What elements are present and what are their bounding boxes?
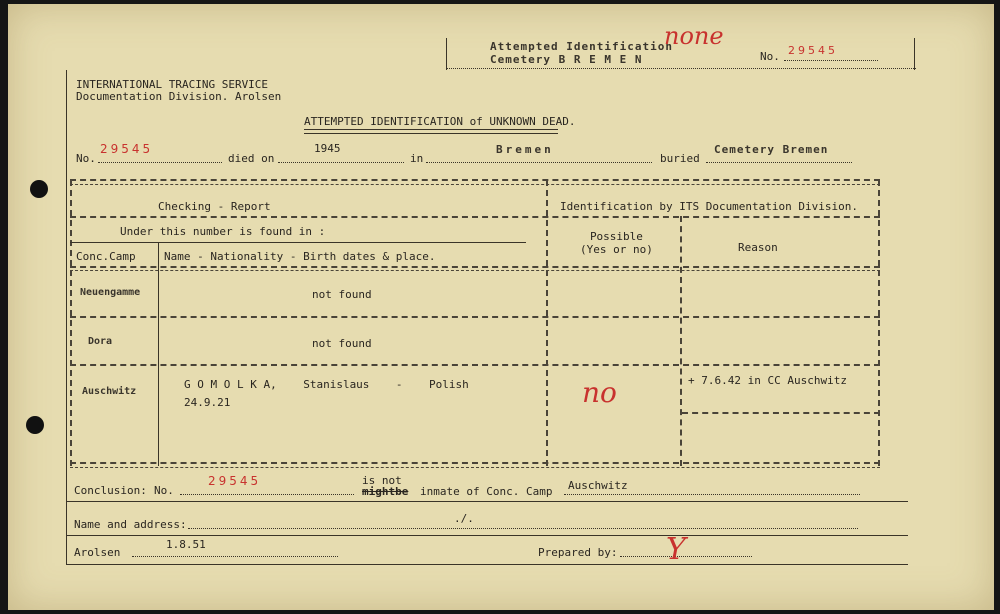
row2-camp: Dora bbox=[88, 336, 113, 347]
died-on-value: 1945 bbox=[314, 142, 341, 155]
conclusion-is-not: is not bbox=[362, 474, 402, 487]
table-middle-divider bbox=[546, 180, 548, 466]
handwritten-none: none bbox=[664, 22, 724, 50]
stamp-cemetery-bremen: Cemetery B R E M E N bbox=[490, 53, 643, 66]
prepared-by-label: Prepared by: bbox=[538, 546, 618, 559]
table-bottom-border bbox=[70, 462, 880, 464]
row2-name: not found bbox=[312, 337, 372, 350]
footer-date: 1.8.51 bbox=[166, 538, 206, 551]
record-card bbox=[8, 4, 994, 610]
org-line2: Documentation Division. Arolsen bbox=[76, 90, 282, 103]
identification-header: Identification by ITS Documentation Division. bbox=[560, 200, 859, 213]
row1-camp: Neuengamme bbox=[80, 287, 141, 298]
stamp-attempted-identification: Attempted Identification bbox=[490, 40, 673, 53]
name-address-label: Name and address: bbox=[74, 518, 187, 531]
buried-label: buried bbox=[660, 152, 700, 165]
col-reason: Reason bbox=[738, 241, 778, 254]
footer-place: Arolsen bbox=[74, 546, 121, 559]
checking-report-header: Checking - Report bbox=[158, 200, 271, 213]
in-value: Bremen bbox=[496, 143, 554, 156]
conclusion-camp: Auschwitz bbox=[568, 479, 628, 492]
conclusion-label: Conclusion: bbox=[74, 484, 147, 497]
conclusion-inmate-text: inmate of Conc. Camp bbox=[420, 485, 553, 498]
row3-name: G O M O L K A, Stanislaus - Polish bbox=[184, 378, 469, 391]
found-in-subheader: Under this number is found in : bbox=[120, 225, 326, 238]
died-on-label: died on bbox=[228, 152, 275, 165]
form-title: ATTEMPTED IDENTIFICATION of UNKNOWN DEAD. bbox=[304, 115, 576, 128]
punch-hole-top bbox=[30, 180, 48, 198]
row3-possible: no bbox=[582, 376, 617, 409]
prepared-by-signature: Y bbox=[666, 532, 686, 567]
record-no-value: 29545 bbox=[100, 142, 154, 156]
row1-name: not found bbox=[312, 288, 372, 301]
header-no-label: No. bbox=[760, 50, 780, 63]
col-conc-camp: Conc.Camp bbox=[76, 250, 136, 263]
left-margin-line bbox=[66, 70, 67, 564]
row3-reason: + 7.6.42 in CC Auschwitz bbox=[688, 374, 847, 387]
row3-birthdate: 24.9.21 bbox=[184, 396, 231, 409]
conclusion-struck: mightbe bbox=[362, 485, 409, 498]
in-label: in bbox=[410, 152, 424, 165]
buried-value: Cemetery Bremen bbox=[714, 143, 829, 156]
punch-hole-bottom bbox=[26, 416, 44, 434]
name-address-value: ./. bbox=[454, 512, 474, 525]
header-no-value: 29545 bbox=[788, 44, 838, 57]
conclusion-no-value: 29545 bbox=[208, 474, 262, 488]
record-no-label: No. bbox=[76, 152, 96, 165]
col-name-nationality: Name - Nationality - Birth dates & place. bbox=[164, 250, 436, 263]
org-line1: INTERNATIONAL TRACING SERVICE bbox=[76, 78, 269, 91]
table-top-border bbox=[70, 179, 880, 181]
row3-camp: Auschwitz bbox=[82, 386, 137, 397]
conclusion-no-label: No. bbox=[154, 484, 174, 497]
stamp-bracket bbox=[446, 38, 447, 70]
col-possible: Possible (Yes or no) bbox=[580, 230, 653, 256]
